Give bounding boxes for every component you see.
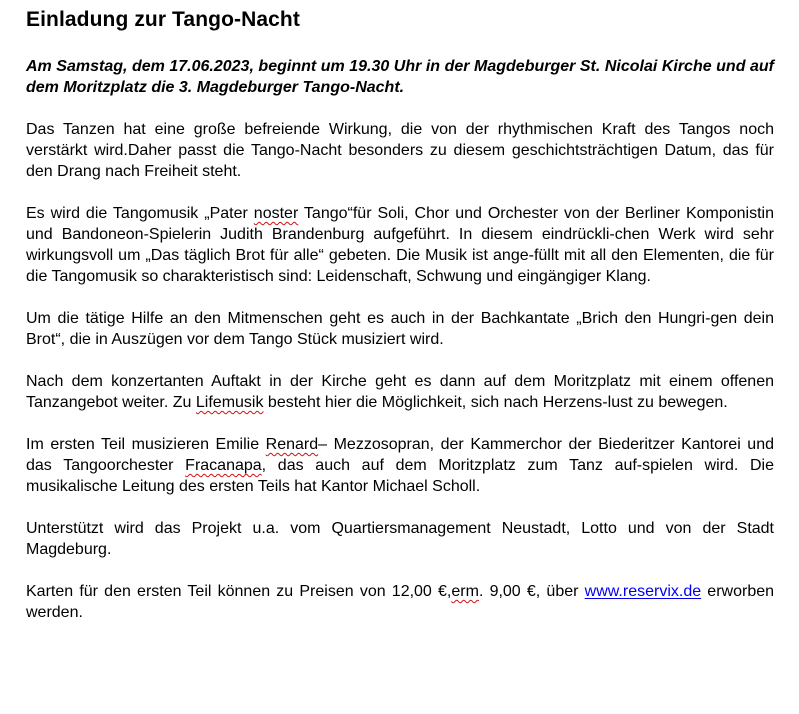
paragraph-5-part-b: – Mezzosopran, der Kammerchor der Biederitzer Kantorei und das Tangoorchester	[26, 436, 774, 474]
paragraph-2-part-b: Tango“für Soli, Chor und Orchester von der Berliner Komponistin und Bandoneon-Spielerin Judith Brandenburg aufgeführt. In diesem eindrückli-chen Werk wird sehr wirkungsvoll um „Das täglich Brot für alle“ gebeten. Die Musik ist ange-füllt mit all den Elementen, die für die Tangomusik so charakteristisch sind: Leidenschaft, Schwung und eingängiger Klang.	[26, 205, 775, 285]
document	[26, 6, 774, 623]
document-title: Einladung zur Tango-Nacht	[26, 8, 300, 31]
paragraph-5-part-c: , das auch auf dem Moritzplatz zum Tanz auf-spielen wird. Die musikalische Leitung des ersten Teils hat Kantor Michael Scholl.	[26, 457, 774, 495]
paragraph-4	[26, 371, 774, 413]
intro-paragraph: Am Samstag, dem 17.06.2023, beginnt um 19.30 Uhr in der Magdeburger St. Nicolai Kirche und auf dem Moritzplatz die 3. Magdeburger Tango-Nacht.	[26, 58, 774, 96]
spellcheck-word-noster: noster	[253, 205, 299, 222]
paragraph-7-part-c: erworben werden.	[26, 583, 775, 621]
paragraph-7-part-b: . 9,00 €, über	[478, 583, 585, 600]
paragraph-5	[26, 434, 774, 497]
paragraph-2-part-a: Es wird die Tangomusik „Pater	[26, 205, 254, 222]
spellcheck-word-lifemusik: Lifemusik	[195, 394, 264, 411]
paragraph-6: Unterstützt wird das Projekt u.a. vom Quartiersmanagement Neustadt, Lotto und von der Stadt Magdeburg.	[26, 520, 774, 558]
paragraph-5-part-a: Im ersten Teil musizieren Emilie	[26, 436, 266, 453]
paragraph-1: Das Tanzen hat eine große befreiende Wirkung, die von der rhythmischen Kraft des Tangos noch verstärkt wird.Daher passt die Tango-Nacht besonders zu diesem geschichtsträchtigen Datum, das für den Drang nach Freiheit steht.	[26, 121, 774, 180]
paragraph-7	[26, 581, 774, 623]
spellcheck-word-fracanapa: Fracanapa	[185, 457, 262, 474]
spellcheck-word-renard: Renard	[265, 436, 319, 453]
paragraph-4-part-a: Nach dem konzertanten Auftakt in der Kirche geht es dann auf dem Moritzplatz mit einem offenen Tanzangebot weiter. Zu	[26, 373, 774, 411]
reservix-link[interactable]: www.reservix.de	[584, 583, 702, 600]
paragraph-2	[26, 203, 774, 287]
spellcheck-word-erm: erm	[451, 583, 479, 600]
paragraph-3: Um die tätige Hilfe an den Mitmenschen geht es auch in der Bachkantate „Brich den Hungri-gen dein Brot“, die in Auszügen vor dem Tango Stück musiziert wird.	[26, 310, 774, 348]
paragraph-7-part-a: Karten für den ersten Teil können zu Preisen von 12,00 €,	[26, 583, 452, 600]
paragraph-4-part-b: besteht hier die Möglichkeit, sich nach Herzens-lust zu bewegen.	[263, 394, 728, 411]
